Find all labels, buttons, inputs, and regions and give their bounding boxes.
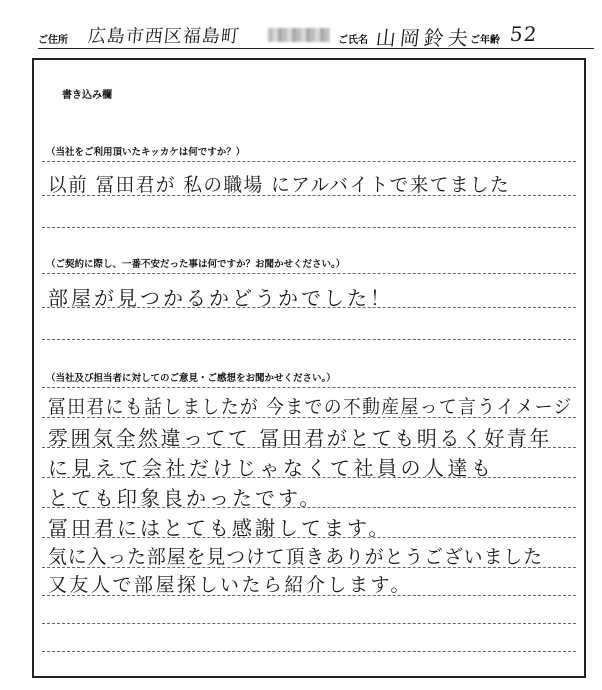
question-3: （当社及び担当者に対してのご意見・ご感想をお聞かせください。） (46, 373, 336, 384)
answer-3-line-2: 雰囲気全然違ってて 冨田君がとても明るく好青年 (48, 426, 552, 450)
rule (42, 307, 576, 308)
rule (42, 595, 576, 596)
rule (42, 417, 576, 418)
rule (42, 447, 576, 448)
name-value: 山岡鈴夫 (374, 26, 474, 50)
question-2: （ご契約に際し、一番不安だった事は何ですか？お聞かせください。） (46, 259, 346, 270)
comment-box (32, 58, 586, 678)
age-label: ご年齢 (470, 35, 500, 46)
rule (42, 387, 576, 388)
rule (42, 161, 576, 162)
answer-3-line-5: 冨田君にはとても感謝してます。 (48, 516, 392, 540)
name-label: ご氏名 (338, 35, 368, 46)
rule (42, 339, 576, 340)
rule (42, 537, 576, 538)
address-label: ご住所 (38, 35, 68, 46)
answer-3-line-3: に見えて会社だけじゃなくて社員の人達も (48, 456, 495, 480)
address-value: 広島市西区福島町 (86, 26, 241, 47)
question-1: （当社をご利用頂いたキッカケは何ですか？） (46, 147, 246, 158)
age-value: 52 (508, 22, 539, 46)
answer-1-line-1: 以前 冨田君が 私の職場 にアルバイトで来てました (48, 174, 511, 196)
rule (42, 507, 576, 508)
redacted-address (268, 28, 330, 42)
rule (42, 195, 576, 196)
answer-3-line-7: 又友人で部屋探しいたら紹介します。 (48, 574, 412, 596)
rule (42, 273, 576, 274)
answer-3-line-1: 冨田君にも話しましたが 今までの不動産屋って言うイメージ (48, 396, 573, 418)
rule (42, 227, 576, 228)
rule (42, 623, 576, 624)
header-underline (38, 48, 594, 49)
answer-3-line-4: とても印象良かったです。 (48, 486, 323, 510)
answer-3-line-6: 気に入った部屋を見つけて頂きありがとうございました (48, 546, 544, 568)
rule (42, 477, 576, 478)
rule (42, 651, 576, 652)
answer-2-line-1: 部屋が見つかるかどうかでした！ (48, 286, 393, 310)
rule (42, 567, 576, 568)
box-title: 書き込み欄 (62, 90, 112, 101)
header-row (38, 20, 594, 50)
